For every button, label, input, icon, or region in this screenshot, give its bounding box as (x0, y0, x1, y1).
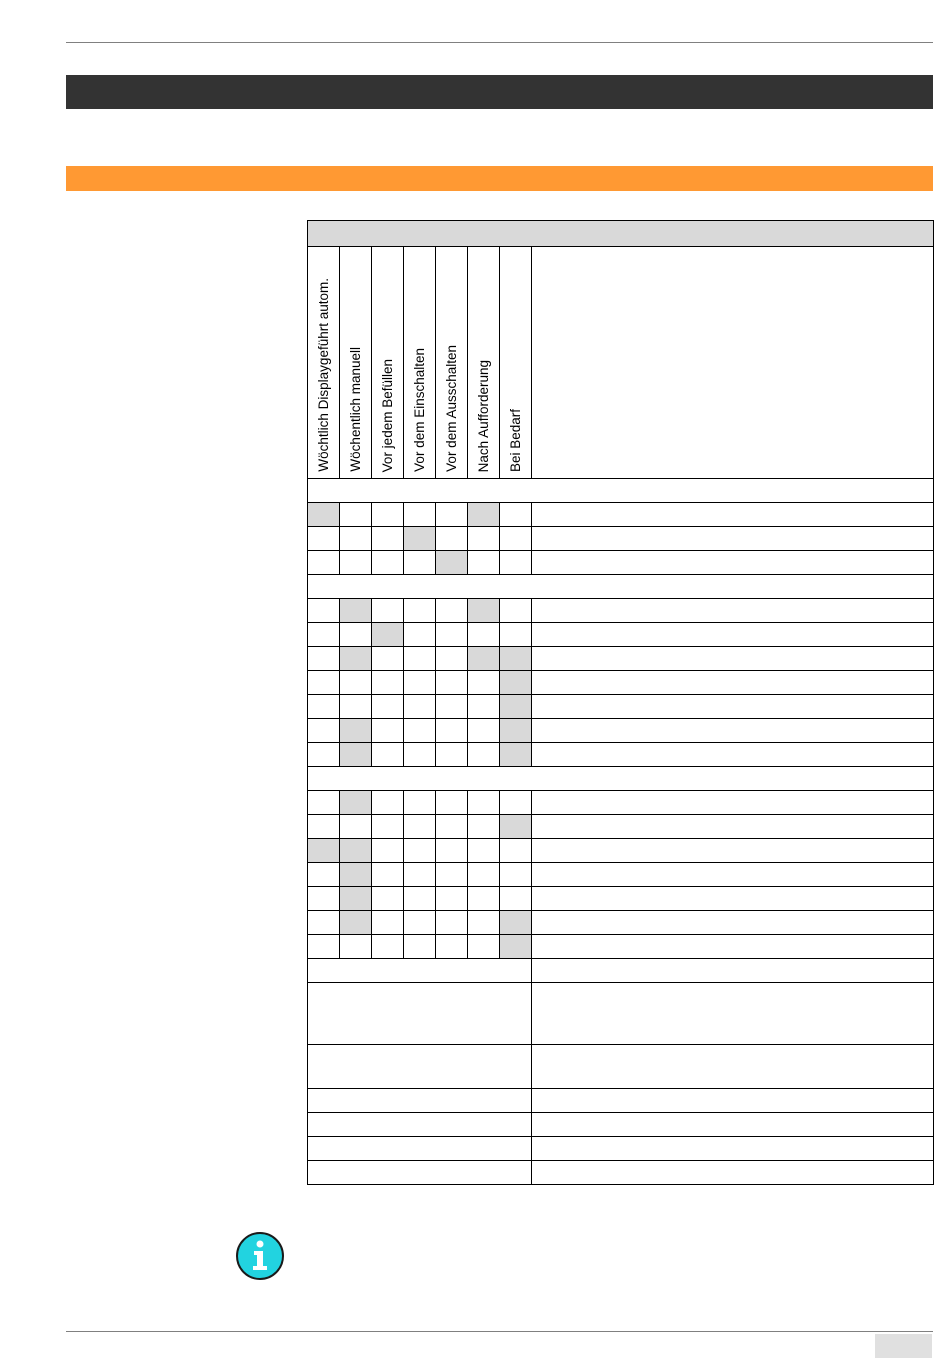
interval-cell (404, 695, 436, 719)
interval-cell (436, 839, 468, 863)
interval-cell (308, 791, 340, 815)
interval-cell (500, 623, 532, 647)
interval-cell (340, 935, 372, 959)
interval-marked-cell (500, 743, 532, 767)
interval-marked-cell (468, 503, 500, 527)
table-row (308, 719, 934, 743)
bottom-rule (66, 1331, 933, 1332)
interval-cell (340, 503, 372, 527)
interval-cell (308, 743, 340, 767)
table-row (308, 671, 934, 695)
interval-marked-cell (372, 623, 404, 647)
interval-cell (340, 527, 372, 551)
description-cell (532, 623, 934, 647)
column-header: Wöchentlich manuell (340, 247, 372, 479)
interval-cell (308, 911, 340, 935)
interval-marked-cell (500, 647, 532, 671)
description-cell (532, 887, 934, 911)
table-row (308, 911, 934, 935)
interval-cell (340, 695, 372, 719)
interval-marked-cell (340, 839, 372, 863)
table-row (308, 935, 934, 959)
interval-cell (372, 671, 404, 695)
interval-marked-cell (500, 695, 532, 719)
interval-marked-cell (500, 815, 532, 839)
description-cell (532, 599, 934, 623)
interval-cell (308, 599, 340, 623)
interval-marked-cell (340, 743, 372, 767)
interval-cell (308, 719, 340, 743)
interval-cell (404, 551, 436, 575)
interval-cell (308, 863, 340, 887)
interval-cell (468, 911, 500, 935)
interval-cell (372, 935, 404, 959)
page-number-box (875, 1334, 932, 1358)
interval-cell (500, 503, 532, 527)
table-row (308, 695, 934, 719)
interval-cell (468, 791, 500, 815)
interval-cell (436, 719, 468, 743)
footer-label-cell (308, 983, 532, 1045)
interval-cell (468, 623, 500, 647)
interval-cell (404, 887, 436, 911)
interval-cell (468, 671, 500, 695)
interval-cell (404, 719, 436, 743)
interval-cell (308, 647, 340, 671)
chapter-header-bar (66, 75, 933, 109)
description-cell (532, 743, 934, 767)
interval-cell (372, 695, 404, 719)
interval-cell (468, 815, 500, 839)
interval-cell (372, 719, 404, 743)
description-cell (532, 719, 934, 743)
table-row (308, 887, 934, 911)
interval-marked-cell (500, 935, 532, 959)
table-row (308, 503, 934, 527)
interval-cell (404, 599, 436, 623)
interval-cell (372, 647, 404, 671)
footer-value-cell (532, 1113, 934, 1137)
interval-cell (372, 863, 404, 887)
interval-cell (436, 527, 468, 551)
interval-marked-cell (404, 527, 436, 551)
interval-cell (468, 551, 500, 575)
interval-marked-cell (340, 791, 372, 815)
footer-value-cell (532, 1089, 934, 1113)
interval-cell (340, 671, 372, 695)
interval-cell (404, 503, 436, 527)
table-row (308, 551, 934, 575)
interval-cell (404, 743, 436, 767)
interval-marked-cell (468, 647, 500, 671)
description-cell (532, 551, 934, 575)
interval-cell (436, 815, 468, 839)
description-cell (532, 647, 934, 671)
description-cell (532, 911, 934, 935)
interval-cell (372, 503, 404, 527)
interval-cell (436, 503, 468, 527)
footer-value-cell (532, 1045, 934, 1089)
footer-value-cell (532, 1137, 934, 1161)
description-cell (532, 791, 934, 815)
table-row (308, 743, 934, 767)
footer-label-cell (308, 1089, 532, 1113)
interval-marked-cell (500, 671, 532, 695)
description-cell (532, 671, 934, 695)
info-icon (235, 1231, 285, 1281)
interval-cell (372, 815, 404, 839)
table-row (308, 815, 934, 839)
interval-cell (500, 791, 532, 815)
interval-cell (404, 623, 436, 647)
footer-label-cell (308, 1113, 532, 1137)
interval-cell (404, 647, 436, 671)
interval-cell (404, 839, 436, 863)
interval-marked-cell (468, 599, 500, 623)
interval-cell (500, 839, 532, 863)
interval-cell (308, 935, 340, 959)
section-heading-cell (308, 767, 934, 791)
table-row (308, 791, 934, 815)
description-cell (532, 527, 934, 551)
interval-cell (372, 791, 404, 815)
column-header: Vor dem Einschalten (404, 247, 436, 479)
interval-cell (372, 599, 404, 623)
interval-cell (308, 527, 340, 551)
interval-marked-cell (340, 863, 372, 887)
interval-cell (372, 887, 404, 911)
interval-cell (436, 671, 468, 695)
interval-cell (404, 911, 436, 935)
interval-cell (372, 839, 404, 863)
interval-cell (372, 911, 404, 935)
interval-cell (340, 551, 372, 575)
interval-cell (468, 527, 500, 551)
footer-label-cell (308, 959, 532, 983)
interval-cell (500, 527, 532, 551)
interval-cell (468, 695, 500, 719)
column-header: Wöchtlich Displaygeführt autom. (308, 247, 340, 479)
section-heading-cell (308, 575, 934, 599)
interval-cell (436, 863, 468, 887)
table-row (308, 599, 934, 623)
interval-cell (404, 791, 436, 815)
description-cell (532, 935, 934, 959)
interval-cell (468, 935, 500, 959)
interval-marked-cell (340, 911, 372, 935)
interval-cell (340, 623, 372, 647)
interval-marked-cell (500, 719, 532, 743)
description-cell (532, 863, 934, 887)
table-row (308, 839, 934, 863)
section-header-bar (66, 166, 933, 191)
top-rule (66, 42, 933, 43)
interval-cell (308, 815, 340, 839)
maintenance-table (307, 220, 934, 1185)
interval-cell (404, 863, 436, 887)
interval-cell (308, 551, 340, 575)
column-header: Vor jedem Befüllen (372, 247, 404, 479)
column-header: Bei Bedarf (500, 247, 532, 479)
interval-cell (436, 695, 468, 719)
interval-cell (436, 791, 468, 815)
interval-cell (468, 887, 500, 911)
interval-cell (340, 815, 372, 839)
interval-cell (436, 911, 468, 935)
table-title-cell (308, 221, 934, 247)
section-heading-cell (308, 479, 934, 503)
footer-value-cell (532, 1161, 934, 1185)
interval-marked-cell (500, 911, 532, 935)
interval-cell (308, 671, 340, 695)
interval-cell (436, 623, 468, 647)
interval-marked-cell (340, 719, 372, 743)
interval-marked-cell (340, 887, 372, 911)
description-cell (532, 695, 934, 719)
interval-cell (372, 743, 404, 767)
column-header: Vor dem Ausschalten (436, 247, 468, 479)
interval-cell (308, 887, 340, 911)
interval-cell (404, 671, 436, 695)
interval-cell (500, 551, 532, 575)
interval-marked-cell (308, 503, 340, 527)
table-row (308, 647, 934, 671)
interval-cell (500, 599, 532, 623)
interval-cell (468, 863, 500, 887)
interval-cell (436, 935, 468, 959)
interval-cell (308, 695, 340, 719)
interval-cell (436, 647, 468, 671)
table-row (308, 527, 934, 551)
description-header (532, 247, 934, 479)
interval-cell (436, 887, 468, 911)
interval-cell (404, 935, 436, 959)
interval-cell (308, 623, 340, 647)
description-cell (532, 839, 934, 863)
interval-cell (500, 863, 532, 887)
interval-marked-cell (340, 599, 372, 623)
footer-label-cell (308, 1045, 532, 1089)
table-row (308, 623, 934, 647)
footer-value-cell (532, 983, 934, 1045)
interval-cell (436, 599, 468, 623)
interval-cell (404, 815, 436, 839)
interval-cell (500, 887, 532, 911)
description-cell (532, 503, 934, 527)
footer-value-cell (532, 959, 934, 983)
interval-cell (436, 743, 468, 767)
interval-cell (468, 719, 500, 743)
interval-cell (468, 839, 500, 863)
interval-cell (468, 743, 500, 767)
interval-marked-cell (436, 551, 468, 575)
interval-marked-cell (340, 647, 372, 671)
table-row (308, 863, 934, 887)
footer-label-cell (308, 1137, 532, 1161)
interval-cell (372, 551, 404, 575)
footer-label-cell (308, 1161, 532, 1185)
description-cell (532, 815, 934, 839)
column-header: Nach Aufforderung (468, 247, 500, 479)
interval-cell (372, 527, 404, 551)
interval-marked-cell (308, 839, 340, 863)
